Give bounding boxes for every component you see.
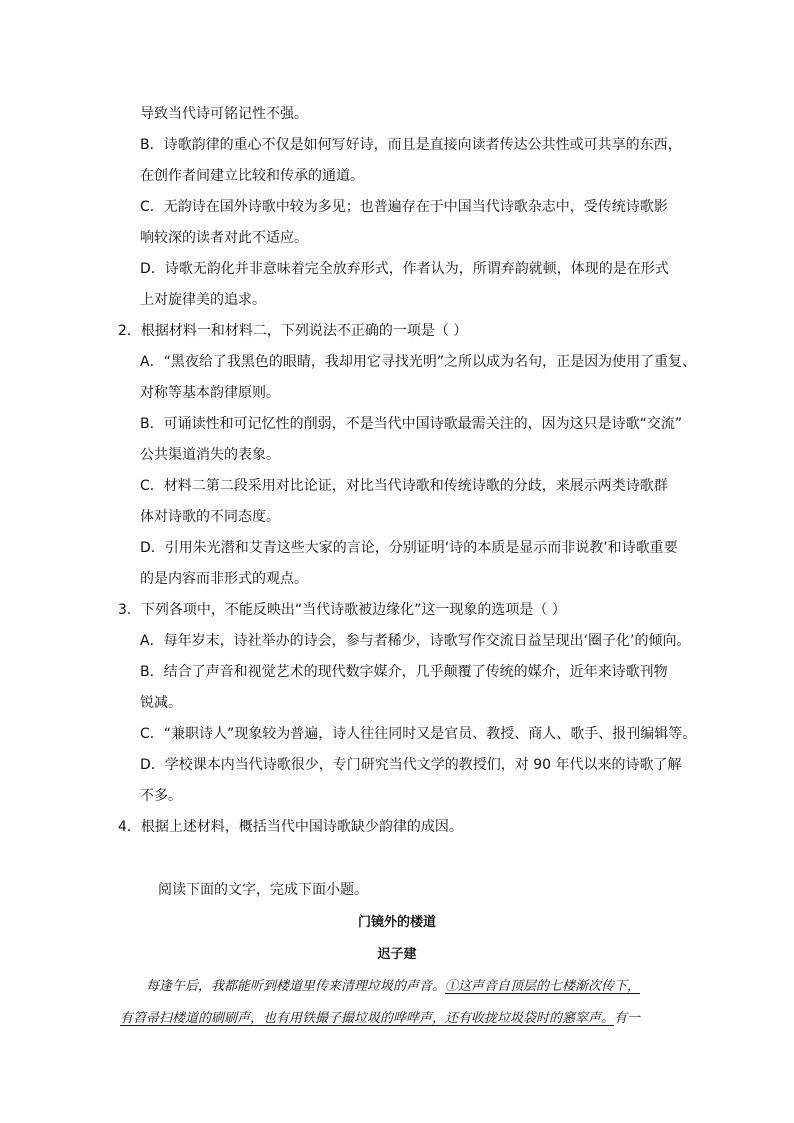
q2-option-d[interactable]: D．引用朱光潜和艾青这些大家的言论，分别证明‘诗的本质是显示而非说教’和诗歌重要 — [140, 540, 678, 556]
q1-continuation: 导致当代诗可铭记性不强。 — [140, 106, 308, 122]
q1-option-c-cont: 响较深的读者对此不适应。 — [140, 230, 308, 246]
reading-underlined-text: ①这声音自顶层的七楼渐次传下， — [445, 979, 641, 994]
q3-option-d-cont: 不多。 — [140, 788, 182, 804]
reading-author: 迟子建 — [377, 947, 417, 962]
reading-plain-text: 有一 — [614, 1011, 641, 1026]
q2-option-b-cont: 公共渠道消失的表象。 — [140, 447, 280, 463]
reading-plain-text: 每逢午后，我都能听到楼道里传来清理垃圾的声音。 — [146, 979, 446, 994]
q2-option-a-cont: 对称等基本韵律原则。 — [140, 385, 280, 401]
q1-option-b-cont: 在创作者间建立比较和传承的通道。 — [140, 168, 364, 184]
q1-option-d[interactable]: D．诗歌无韵化并非意味着完全放弃形式，作者认为，所谓弃韵就顿，体现的是在形式 — [140, 261, 669, 277]
q3-option-c[interactable]: C．“兼职诗人”现象较为普遍，诗人往往同时又是官员、教授、商人、歌手、报刊编辑等。 — [140, 726, 697, 742]
reading-paragraph-line-2 — [120, 1009, 640, 1029]
reading-intro: 阅读下面的文字，完成下面小题。 — [158, 882, 368, 898]
q3-stem: 3．下列各项中，不能反映出“当代诗歌被边缘化”这一现象的选项是（ ） — [118, 602, 566, 618]
q3-option-b[interactable]: B．结合了声音和视觉艺术的现代数字媒介，几乎颠覆了传统的媒介，近年来诗歌刊物 — [140, 664, 668, 680]
q3-option-d[interactable]: D．学校课本内当代诗歌很少，专门研究当代文学的教授们，对 90 年代以来的诗歌了解 — [140, 757, 682, 773]
q2-option-d-cont: 的是内容而非形式的观点。 — [140, 571, 308, 587]
q2-option-b[interactable]: B．可诵读性和可记忆性的削弱，不是当代中国诗歌最需关注的，因为这只是诗歌“交流” — [140, 416, 683, 432]
q2-stem: 2．根据材料一和材料二，下列说法不正确的一项是（ ） — [118, 323, 468, 339]
reading-title: 门镜外的楼道 — [357, 915, 436, 930]
q1-option-d-cont: 上对旋律美的追求。 — [140, 292, 266, 308]
q2-option-a[interactable]: A．“黑夜给了我黑色的眼睛，我却用它寻找光明”之所以成为名句，正是因为使用了重复、 — [140, 354, 697, 370]
q3-option-a[interactable]: A．每年岁末，诗社举办的诗会，参与者稀少，诗歌写作交流日益呈现出‘圈子化’的倾向。 — [140, 633, 691, 649]
reading-underlined-text: 有笤帚扫楼道的刷刷声，也有用铁撮子撮垃圾的哗哗声，还有收拢垃圾袋时的窸窣声。 — [120, 1011, 615, 1026]
q2-option-c-cont: 体对诗歌的不同态度。 — [140, 509, 280, 525]
q1-option-b[interactable]: B．诗歌韵律的重心不仅是如何写好诗，而且是直接向读者传达公共性或可共享的东西， — [140, 137, 682, 153]
q1-option-c[interactable]: C．无韵诗在国外诗歌中较为多见；也普遍存在于中国当代诗歌杂志中，受传统诗歌影 — [140, 199, 668, 215]
reading-paragraph-line-1 — [146, 977, 640, 997]
q3-option-b-cont: 锐减。 — [140, 695, 182, 711]
q4-stem: 4．根据上述材料，概括当代中国诗歌缺少韵律的成因。 — [118, 819, 463, 835]
q2-option-c[interactable]: C．材料二第二段采用对比论证，对比当代诗歌和传统诗歌的分歧，来展示两类诗歌群 — [140, 478, 668, 494]
